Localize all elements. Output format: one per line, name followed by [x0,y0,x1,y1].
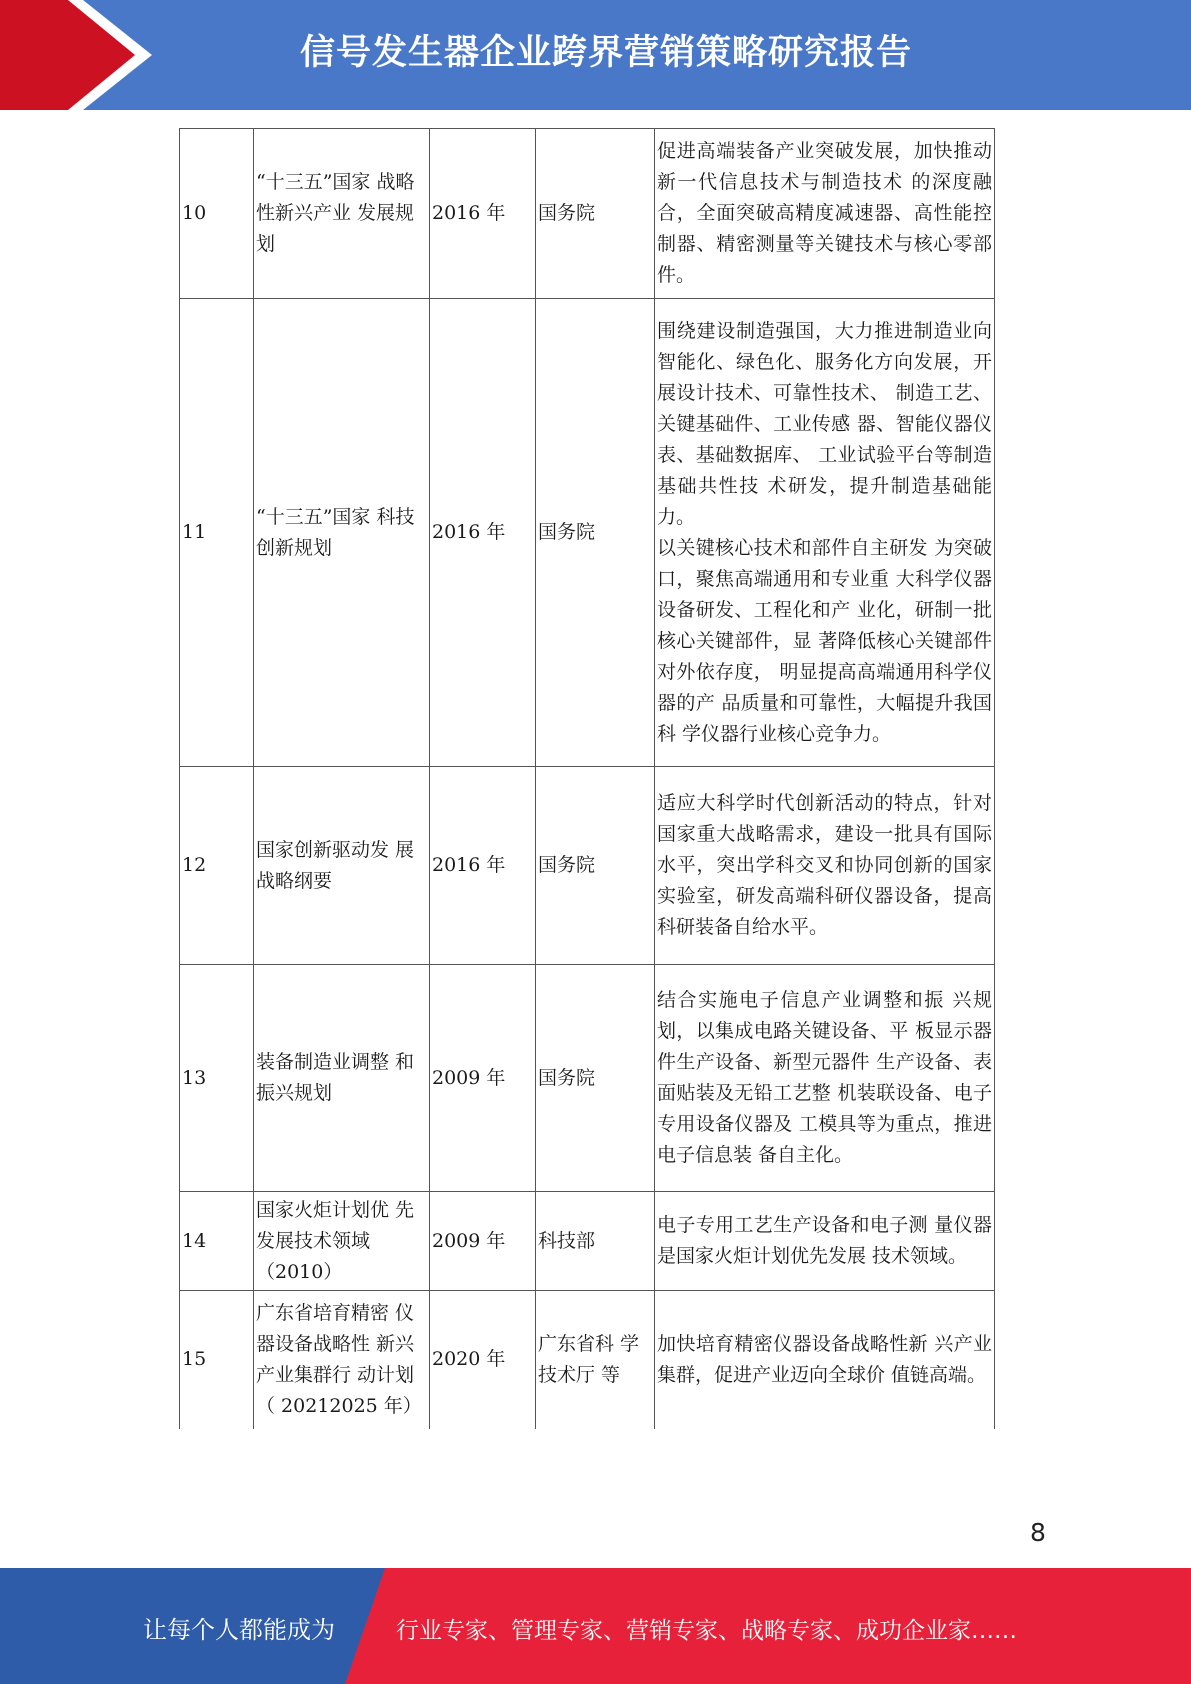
issuing-department: 国务院 [536,965,655,1192]
policy-name: 国家火炬计划优 先发展技术领域（2010） [254,1192,430,1291]
policy-year: 2020 年 [430,1291,536,1429]
table-row [180,1291,995,1429]
footer-slogan-left: 让每个人都能成为 [143,1616,335,1644]
row-number: 10 [180,129,254,299]
description-paragraph: 促进高端装备产业突破发展，加快推动新一代信息技术与制造技术 的深度融合，全面突破高精度减速器、高性能控制器、精密测量等关键技术与核心零部件。 [657,140,992,286]
policy-name: 国家创新驱动发 展战略纲要 [254,767,430,965]
policy-table [179,128,995,1429]
description-paragraph: 电子专用工艺生产设备和电子测 量仪器是国家火炬计划优先发展 技术领域。 [657,1214,992,1267]
policy-description [655,1192,995,1291]
table-row [180,767,995,965]
policy-name: “十三五”国家 战略性新兴产业 发展规划 [254,129,430,299]
header-bar [0,0,1191,110]
description-paragraph: 围绕建设制造强国，大力推进制造业向智能化、绿色化、服务化方向发展，开展设计技术、可靠性技术、 制造工艺、关键基础件、工业传感 器、智能仪器仪表、基础数据库、 工业试验平台等制造基础共性技 术研发，提升制造基础能力。 [657,319,992,528]
policy-name: “十三五”国家 科技创新规划 [254,299,430,767]
policy-description [655,299,995,767]
row-number: 11 [180,299,254,767]
issuing-department: 科技部 [536,1192,655,1291]
policy-year: 2009 年 [430,1192,536,1291]
table-row [180,299,995,767]
header-chevron-decoration [0,0,160,110]
issuing-department: 国务院 [536,129,655,299]
policy-name: 装备制造业调整 和振兴规划 [254,965,430,1192]
table-row [180,1192,995,1291]
issuing-department: 国务院 [536,299,655,767]
issuing-department: 广东省科 学技术厅 等 [536,1291,655,1429]
row-number: 13 [180,965,254,1192]
policy-year: 2016 年 [430,299,536,767]
row-number: 12 [180,767,254,965]
policy-description [655,1291,995,1429]
report-title: 信号发生器企业跨界营销策略研究报告 [300,33,913,73]
policy-name: 广东省培育精密 仪器设备战略性 新兴产业集群行 动计划（ 20212025 年） [254,1291,430,1429]
policy-year: 2009 年 [430,965,536,1192]
table-row [180,129,995,299]
issuing-department: 国务院 [536,767,655,965]
description-paragraph: 以关键核心技术和部件自主研发 为突破口，聚焦高端通用和专业重 大科学仪器设备研发、工程化和产 业化，研制一批核心关键部件，显 著降低核心关键部件对外依存度， 明显提高高端通用科学仪器的产 品质量和可靠性，大幅提升我国科 学仪器行业核心竞争力。 [657,536,992,745]
description-paragraph: 结合实施电子信息产业调整和振 兴规划，以集成电路关键设备、平 板显示器件生产设备、新型元器件 生产设备、表面贴装及无铅工艺整 机装联设备、电子专用设备仪器及 工模具等为重点，推进电子信息装 备自主化。 [657,989,992,1166]
footer-slogan-right: 行业专家、管理专家、营销专家、战略专家、成功企业家…… [396,1618,1017,1644]
table-row [180,965,995,1192]
description-paragraph: 加快培育精密仪器设备战略性新 兴产业集群，促进产业迈向全球价 值链高端。 [657,1332,992,1386]
page-number: 8 [1030,1518,1046,1547]
policy-description [655,767,995,965]
row-number: 15 [180,1291,254,1429]
description-paragraph: 适应大科学时代创新活动的特点，针对国家重大战略需求，建设一批具有国际水平，突出学科交叉和协同创新的国家实验室，研发高端科研仪器设备，提高科研装备自给水平。 [657,792,992,938]
policy-year: 2016 年 [430,129,536,299]
policy-description [655,965,995,1192]
policy-description [655,129,995,299]
row-number: 14 [180,1192,254,1291]
policy-year: 2016 年 [430,767,536,965]
